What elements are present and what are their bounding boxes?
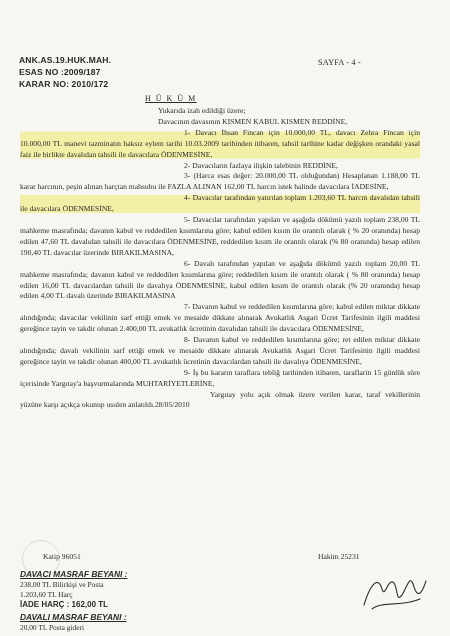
hakim-signature <box>360 565 430 615</box>
esas-no: ESAS NO :2009/187 <box>19 67 101 77</box>
paragraph-3: 3- (Harca esas değer: 20.000,00 TL olduğundan) Hesaplanan 1.188,00 TL karar harcının, peşin alınan harçtan mahsubu ile FAZLA ALINAN 162,00 TL harcın istek halinde davacılara İADESİNE, <box>20 171 420 192</box>
davaci-masraf-line1: 238,00 TL Bilirkişi ve Posta <box>20 580 104 589</box>
court-name: ANK.AS.19.HUK.MAH. <box>19 55 112 65</box>
paragraph-9: 9- İş bu kararın taraflara tebliğ tarihinden itibaren, taraflarin 15 günlük süre içerisinde Yargıtay'a başvurmalarında MUHTARİYETLERİNE, <box>20 367 420 388</box>
hukum-title: H Ü K Ü M <box>145 94 197 103</box>
davaci-masraf-title: DAVACI MASRAF BEYANI : <box>20 569 128 579</box>
paragraph-6: 6- Davalı tarafından yapılan ve aşağıda dökümü yazılı toplam 20,00 TL mahkeme masrafında; davanın kabul ve reddedilen kısımlarına göre; reddedilen kısım ile orantılı olarak ( % 80 oranında) hesap edilen 16,00 TL davacılardan tahsili ile davalıya ÖDENMESİNE, kabul edilen kısım ile orantılı olarak (% 20 oranında) hesap edilen 4,00 TL davalı üzerinde BIRAKILMASINA <box>20 258 420 301</box>
page-number: SAYFA - 4 - <box>318 58 361 67</box>
verdict-body <box>20 106 420 411</box>
davaci-masraf-line3: İADE HARÇ : 162,00 TL <box>20 600 109 609</box>
katip-label: Katip 96051 <box>43 552 81 561</box>
davali-masraf-line1: 20,00 TL Posta gideri <box>20 623 85 632</box>
paragraph-5: 5- Davacılar tarafından yapılan ve aşağıda dökümü yazılı toplam 238,00 TL mahkeme masrafında; davanın kabul ve reddedilen kısımlarına göre; kabul edilen kısım ile orantılı olarak ( % 20 oranında) hesap edilen 47,60 TL davalıdan tahsili ile davacılara ÖDENMESİNE, reddedilen kısım ile orantılı olarak (% 80 oranında) hesap edilen 190,40 TL davacılar üzerinde BIRAKILMASINA, <box>20 215 420 257</box>
davaci-masraf-line2: 1.203,60 TL Harç <box>20 590 73 599</box>
paragraph-7: 7- Davanın kabul ve reddedilen kısımlarına göre; kabul edilen miktar dikkate alındığında; davacılar vekilinin sarf ettiği emek ve mesaide dikkate alınarak Avukatlık Asgari Ücret Tarifesinin ilgili maddesi gereğince tayin ve takdir olunan 2.400,00 TL avukatlık ücretinin davalıdan tahsili ile davacılara ÖDENMESİNE, <box>20 302 420 334</box>
hakim-label: Hakim 25231 <box>318 552 360 561</box>
paragraph-1: 1- Davacı İhsan Fincan için 10.000,00 TL, davacı Zehra Fincan için 10.000,00 TL manevi tazminatın haksız eylem tarihi 10.03.2009 tarihinden itibaren, tahsil tarihine kadar değişken orandaki yasal faiz ile birlikte davalıdan tahsili ile davacılara ÖDENMESİNE, <box>20 127 420 159</box>
paragraph-8: 8- Davanın kabul ve reddedilen kısımlarına göre; ret edilen miktar dikkate alındığında; davalı vekilinin sarf ettiği emek ve mesaide dikkate alınarak Avukatlık Asgari Ücret Tarifesinin ilgili maddesi gereğince tayin ve takdir olunan 400,00 TL avukatlık ücretinin davacılardan tahsili ile davalıya ÖDENMESİNE, <box>20 335 420 366</box>
karar-no: KARAR NO: 2010/172 <box>19 79 109 89</box>
davali-masraf-title: DAVALI MASRAF BEYANI : <box>20 612 127 622</box>
summary-line: Davacının davasının KISMEN KABUL KISMEN REDDİNE, <box>158 116 348 126</box>
paragraph-2: 2- Davacıların fazlaya ilişkin talebinin REDDİNE, <box>184 160 338 170</box>
closing-statement: Yargıtay yolu açık olmak üzere verilen karar, taraf vekillerinin yüzüne karşı açıkça okunup usulen anlatıldı.28/05/2010 <box>20 389 420 410</box>
intro-line: Yukarıda izah edildiği üzere; <box>158 106 246 115</box>
paragraph-4: 4- Davacılar tarafından yatırılan toplam 1.203,60 TL harcın davalıdan tahsili ile davacılara ÖDENMESİNE, <box>20 193 420 214</box>
